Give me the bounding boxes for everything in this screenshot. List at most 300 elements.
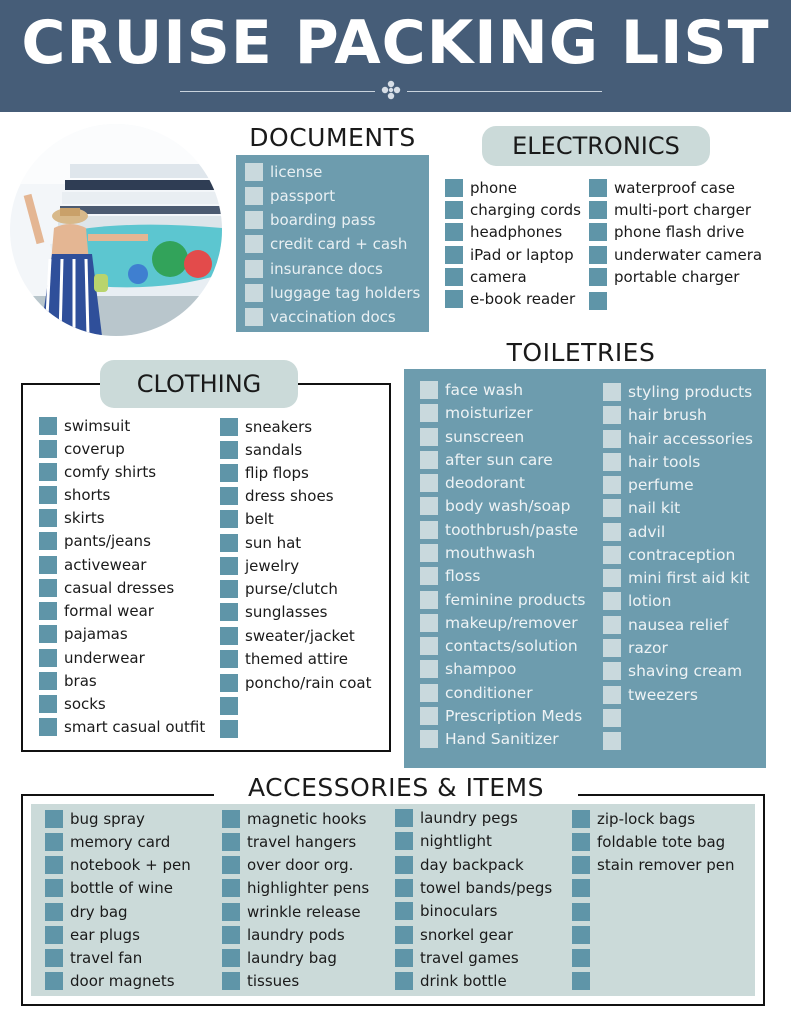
checklist-item[interactable] — [220, 417, 312, 437]
checklist-item[interactable] — [420, 427, 524, 447]
checkbox[interactable] — [45, 833, 63, 851]
item-label: lotion — [628, 592, 672, 610]
checklist-item[interactable] — [245, 210, 376, 230]
item-label: floss — [445, 567, 481, 585]
checkbox[interactable] — [395, 879, 413, 897]
item-label: travel hangers — [247, 833, 357, 851]
item-label: waterproof case — [614, 179, 735, 197]
checklist-item[interactable] — [245, 307, 396, 327]
checkbox[interactable] — [603, 523, 621, 541]
checkbox[interactable] — [39, 718, 57, 736]
item-label: purse/clutch — [245, 580, 338, 598]
checklist-item[interactable] — [603, 731, 628, 751]
item-label: phone flash drive — [614, 223, 745, 241]
checkbox[interactable] — [39, 417, 57, 435]
checklist-item[interactable] — [572, 971, 597, 991]
checkbox[interactable] — [222, 926, 240, 944]
checkbox[interactable] — [445, 223, 463, 241]
checkbox[interactable] — [39, 602, 57, 620]
item-label: day backpack — [420, 856, 524, 874]
checklist-item[interactable] — [420, 520, 578, 540]
checklist-item[interactable] — [220, 556, 299, 576]
checkbox[interactable] — [220, 674, 238, 692]
checklist-item[interactable] — [445, 178, 517, 198]
checklist-item[interactable] — [222, 809, 367, 829]
checklist-item[interactable] — [589, 178, 735, 198]
checklist-item[interactable] — [589, 245, 762, 265]
checkbox[interactable] — [39, 649, 57, 667]
item-label: underwear — [64, 649, 145, 667]
checklist-item[interactable] — [420, 473, 525, 493]
checklist-item[interactable] — [420, 450, 553, 470]
checkbox[interactable] — [589, 292, 607, 310]
checklist-item[interactable] — [39, 694, 106, 714]
checkbox[interactable] — [445, 179, 463, 197]
checklist-item[interactable] — [39, 717, 205, 737]
checklist-item[interactable] — [220, 673, 372, 693]
item-label: nail kit — [628, 499, 681, 517]
item-label: laundry pegs — [420, 809, 518, 827]
checklist-item[interactable] — [39, 508, 105, 528]
checkbox[interactable] — [39, 463, 57, 481]
checklist-item[interactable] — [420, 636, 578, 656]
checklist-item[interactable] — [572, 948, 597, 968]
checklist-item[interactable] — [395, 878, 552, 898]
checkbox[interactable] — [420, 428, 438, 446]
checkbox[interactable] — [222, 810, 240, 828]
item-label: foldable tote bag — [597, 833, 726, 851]
ornament-line-right — [407, 91, 602, 92]
checklist-item[interactable] — [45, 832, 170, 852]
checkbox[interactable] — [603, 499, 621, 517]
checkbox[interactable] — [589, 201, 607, 219]
checklist-item[interactable] — [572, 832, 725, 852]
checkbox[interactable] — [589, 246, 607, 264]
item-label: moisturizer — [445, 404, 533, 422]
checklist-item[interactable] — [220, 533, 301, 553]
checkbox[interactable] — [220, 487, 238, 505]
item-label: styling products — [628, 383, 753, 401]
checklist-item[interactable] — [445, 289, 575, 309]
checkbox[interactable] — [222, 972, 240, 990]
checklist-item[interactable] — [395, 831, 492, 851]
checklist-item[interactable] — [603, 685, 698, 705]
checklist-item[interactable] — [222, 878, 369, 898]
item-label: bug spray — [70, 810, 145, 828]
checkbox[interactable] — [603, 616, 621, 634]
checkbox[interactable] — [245, 308, 263, 326]
checkbox[interactable] — [245, 235, 263, 253]
item-label: advil — [628, 523, 666, 541]
checkbox[interactable] — [395, 902, 413, 920]
item-label: binoculars — [420, 902, 498, 920]
checkbox[interactable] — [222, 879, 240, 897]
checklist-item[interactable] — [395, 808, 518, 828]
checklist-item[interactable] — [445, 200, 581, 220]
checkbox[interactable] — [220, 510, 238, 528]
checklist-item[interactable] — [395, 971, 507, 991]
checklist-item[interactable] — [420, 403, 533, 423]
item-label: swimsuit — [64, 417, 131, 435]
checklist-item[interactable] — [603, 429, 753, 449]
checkbox[interactable] — [395, 926, 413, 944]
checklist-item[interactable] — [420, 566, 480, 586]
item-label: themed attire — [245, 650, 348, 668]
checklist-item[interactable] — [220, 649, 348, 669]
checklist-item[interactable] — [220, 696, 245, 716]
item-label: poncho/rain coat — [245, 674, 372, 692]
item-label: notebook + pen — [70, 856, 191, 874]
checkbox[interactable] — [572, 879, 590, 897]
checklist-item[interactable] — [45, 902, 128, 922]
checkbox[interactable] — [220, 418, 238, 436]
checklist-item[interactable] — [603, 522, 665, 542]
checkbox[interactable] — [603, 639, 621, 657]
checkbox[interactable] — [420, 730, 438, 748]
checkbox[interactable] — [222, 949, 240, 967]
checklist-item[interactable] — [445, 267, 527, 287]
checklist-item[interactable] — [222, 902, 361, 922]
checkbox[interactable] — [220, 464, 238, 482]
checklist-item[interactable] — [572, 925, 597, 945]
checklist-item[interactable] — [420, 590, 586, 610]
checkbox[interactable] — [45, 879, 63, 897]
checklist-item[interactable] — [39, 578, 174, 598]
checkbox[interactable] — [245, 211, 263, 229]
item-label: headphones — [470, 223, 563, 241]
item-label: feminine products — [445, 591, 586, 609]
checklist-item[interactable] — [603, 568, 750, 588]
checkbox[interactable] — [220, 534, 238, 552]
checkbox[interactable] — [45, 972, 63, 990]
item-label: portable charger — [614, 268, 740, 286]
electronics-heading: ELECTRONICS — [482, 126, 710, 166]
checklist-item[interactable] — [420, 496, 570, 516]
checklist-item[interactable] — [245, 234, 407, 254]
item-label: wrinkle release — [247, 903, 361, 921]
checklist-item[interactable] — [245, 283, 420, 303]
item-label: travel fan — [70, 949, 143, 967]
checkbox[interactable] — [420, 567, 438, 585]
checkbox[interactable] — [245, 284, 263, 302]
item-label: iPad or laptop — [470, 246, 574, 264]
checkbox[interactable] — [222, 833, 240, 851]
checklist-item[interactable] — [220, 719, 245, 739]
item-label: boarding pass — [270, 211, 376, 229]
clothing-heading: CLOTHING — [100, 360, 298, 408]
item-label: shorts — [64, 486, 111, 504]
checklist-item[interactable] — [395, 855, 524, 875]
checklist-item[interactable] — [603, 615, 728, 635]
checkbox[interactable] — [39, 695, 57, 713]
checkbox[interactable] — [220, 557, 238, 575]
checkbox[interactable] — [420, 381, 438, 399]
checkbox[interactable] — [220, 650, 238, 668]
checklist-item[interactable] — [395, 901, 497, 921]
checkbox[interactable] — [395, 809, 413, 827]
item-label: laundry pods — [247, 926, 345, 944]
checkbox[interactable] — [420, 614, 438, 632]
checkbox[interactable] — [572, 856, 590, 874]
item-label: pajamas — [64, 625, 128, 643]
checkbox[interactable] — [603, 406, 621, 424]
checklist-item[interactable] — [589, 200, 751, 220]
checkbox[interactable] — [445, 201, 463, 219]
item-label: towel bands/pegs — [420, 879, 553, 897]
checklist-item[interactable] — [603, 638, 668, 658]
checklist-item[interactable] — [222, 925, 345, 945]
checkbox[interactable] — [589, 223, 607, 241]
checklist-item[interactable] — [395, 948, 519, 968]
checklist-item[interactable] — [420, 380, 523, 400]
checklist-item[interactable] — [222, 948, 337, 968]
item-label: license — [270, 163, 323, 181]
checklist-item[interactable] — [220, 602, 327, 622]
checklist-item[interactable] — [572, 902, 597, 922]
checkbox[interactable] — [220, 603, 238, 621]
checklist-item[interactable] — [39, 671, 97, 691]
checkbox[interactable] — [45, 903, 63, 921]
checkbox[interactable] — [603, 686, 621, 704]
checkbox[interactable] — [222, 903, 240, 921]
checklist-item[interactable] — [245, 259, 383, 279]
item-label: memory card — [70, 833, 171, 851]
item-label: sweater/jacket — [245, 627, 355, 645]
checkbox[interactable] — [589, 268, 607, 286]
checklist-item[interactable] — [603, 405, 707, 425]
checkbox[interactable] — [589, 179, 607, 197]
checkbox[interactable] — [572, 833, 590, 851]
item-label: hair brush — [628, 406, 707, 424]
checklist-item[interactable] — [220, 463, 309, 483]
checklist-item[interactable] — [420, 543, 535, 563]
checkbox[interactable] — [39, 440, 57, 458]
checklist-item[interactable] — [220, 509, 274, 529]
checklist-item[interactable] — [220, 579, 338, 599]
documents-panel — [236, 155, 429, 332]
checklist-item[interactable] — [39, 462, 156, 482]
checklist-item[interactable] — [222, 855, 353, 875]
checkbox[interactable] — [420, 404, 438, 422]
checkbox[interactable] — [572, 903, 590, 921]
checklist-item[interactable] — [45, 878, 173, 898]
checklist-item[interactable] — [39, 624, 128, 644]
item-label: formal wear — [64, 602, 154, 620]
item-label: bottle of wine — [70, 879, 174, 897]
checklist-item[interactable] — [603, 545, 735, 565]
checkbox[interactable] — [220, 580, 238, 598]
checkbox[interactable] — [603, 430, 621, 448]
checklist-item[interactable] — [220, 626, 355, 646]
checkbox[interactable] — [420, 660, 438, 678]
item-label: nausea relief — [628, 616, 729, 634]
checklist-item[interactable] — [245, 162, 322, 182]
checklist-item[interactable] — [589, 267, 739, 287]
checklist-item[interactable] — [420, 613, 578, 633]
item-label: sunglasses — [245, 603, 328, 621]
item-label: contraception — [628, 546, 736, 564]
checkbox[interactable] — [395, 949, 413, 967]
checkbox[interactable] — [395, 972, 413, 990]
checkbox[interactable] — [220, 720, 238, 738]
item-label: drink bottle — [420, 972, 507, 990]
checkbox[interactable] — [39, 509, 57, 527]
checkbox[interactable] — [245, 260, 263, 278]
checklist-item[interactable] — [572, 855, 734, 875]
checkbox[interactable] — [395, 856, 413, 874]
checkbox[interactable] — [572, 810, 590, 828]
checklist-item[interactable] — [39, 485, 110, 505]
checkbox[interactable] — [420, 591, 438, 609]
checklist-item[interactable] — [603, 661, 742, 681]
checkbox[interactable] — [572, 972, 590, 990]
checkbox[interactable] — [420, 521, 438, 539]
checkbox[interactable] — [572, 949, 590, 967]
item-label: phone — [470, 179, 517, 197]
checkbox[interactable] — [45, 926, 63, 944]
checkbox[interactable] — [420, 684, 438, 702]
item-label: belt — [245, 510, 274, 528]
item-label: deodorant — [445, 474, 525, 492]
checkbox[interactable] — [45, 810, 63, 828]
item-label: tweezers — [628, 686, 698, 704]
item-label: pants/jeans — [64, 532, 151, 550]
checkbox[interactable] — [603, 569, 621, 587]
checkbox[interactable] — [420, 474, 438, 492]
checkbox[interactable] — [39, 625, 57, 643]
item-label: smart casual outfit — [64, 718, 206, 736]
item-label: after sun care — [445, 451, 553, 469]
checklist-item[interactable] — [45, 925, 140, 945]
item-label: zip-lock bags — [597, 810, 696, 828]
checklist-item[interactable] — [603, 475, 694, 495]
checkbox[interactable] — [445, 246, 463, 264]
checklist-item[interactable] — [445, 222, 562, 242]
item-label: magnetic hooks — [247, 810, 367, 828]
checklist-item[interactable] — [420, 729, 559, 749]
checklist-item[interactable] — [220, 440, 302, 460]
checklist-item[interactable] — [39, 555, 146, 575]
checkbox[interactable] — [420, 544, 438, 562]
checklist-item[interactable] — [445, 245, 574, 265]
item-label: vaccination docs — [270, 308, 396, 326]
checkbox[interactable] — [445, 290, 463, 308]
checklist-item[interactable] — [603, 498, 680, 518]
checklist-item[interactable] — [603, 452, 700, 472]
checkbox[interactable] — [420, 451, 438, 469]
checklist-item[interactable] — [222, 971, 299, 991]
item-label: jewelry — [245, 557, 300, 575]
checkbox[interactable] — [603, 546, 621, 564]
item-label: sneakers — [245, 418, 313, 436]
checkbox[interactable] — [395, 832, 413, 850]
checklist-item[interactable] — [45, 948, 142, 968]
item-label: passport — [270, 187, 336, 205]
checklist-item[interactable] — [603, 382, 752, 402]
checkbox[interactable] — [420, 707, 438, 725]
checkbox[interactable] — [220, 697, 238, 715]
checkbox[interactable] — [603, 662, 621, 680]
checklist-item[interactable] — [39, 439, 125, 459]
checklist-item[interactable] — [220, 486, 334, 506]
checklist-item[interactable] — [420, 683, 533, 703]
checklist-item[interactable] — [603, 591, 671, 611]
fleur-ornament-icon — [381, 80, 401, 100]
cruise-photo — [10, 124, 222, 336]
item-label: ear plugs — [70, 926, 140, 944]
item-label: tissues — [247, 972, 300, 990]
checkbox[interactable] — [572, 926, 590, 944]
item-label: mouthwash — [445, 544, 536, 562]
checkbox[interactable] — [420, 637, 438, 655]
checklist-item[interactable] — [420, 659, 516, 679]
checkbox[interactable] — [222, 856, 240, 874]
item-label: conditioner — [445, 684, 533, 702]
item-label: sunscreen — [445, 428, 525, 446]
checkbox[interactable] — [420, 497, 438, 515]
item-label: flip flops — [245, 464, 309, 482]
item-label: underwater camera — [614, 246, 763, 264]
item-label: dry bag — [70, 903, 128, 921]
checklist-item[interactable] — [589, 222, 744, 242]
checkbox[interactable] — [220, 627, 238, 645]
checklist-item[interactable] — [572, 809, 695, 829]
checklist-item[interactable] — [572, 878, 597, 898]
checkbox[interactable] — [220, 441, 238, 459]
item-label: shampoo — [445, 660, 517, 678]
checkbox[interactable] — [603, 453, 621, 471]
checkbox[interactable] — [603, 592, 621, 610]
checkbox[interactable] — [39, 556, 57, 574]
checkbox[interactable] — [603, 732, 621, 750]
checklist-item[interactable] — [603, 708, 628, 728]
checkbox[interactable] — [45, 856, 63, 874]
checklist-item[interactable] — [39, 648, 145, 668]
item-label: skirts — [64, 509, 105, 527]
checkbox[interactable] — [245, 163, 263, 181]
item-label: sun hat — [245, 534, 302, 552]
checklist-item[interactable] — [39, 531, 151, 551]
checkbox[interactable] — [45, 949, 63, 967]
checkbox[interactable] — [39, 486, 57, 504]
checklist-item[interactable] — [45, 855, 191, 875]
checklist-item[interactable] — [45, 971, 175, 991]
checkbox[interactable] — [39, 579, 57, 597]
checkbox[interactable] — [39, 672, 57, 690]
checkbox[interactable] — [603, 709, 621, 727]
item-label: mini first aid kit — [628, 569, 750, 587]
item-label: casual dresses — [64, 579, 175, 597]
checkbox[interactable] — [245, 187, 263, 205]
checklist-item[interactable] — [589, 291, 614, 311]
page-title: CRUISE PACKING LIST — [21, 8, 770, 78]
checkbox[interactable] — [39, 532, 57, 550]
checklist-item[interactable] — [420, 706, 582, 726]
checklist-item[interactable] — [39, 601, 154, 621]
item-label: shaving cream — [628, 662, 743, 680]
checklist-item[interactable] — [245, 186, 335, 206]
item-label: door magnets — [70, 972, 175, 990]
documents-heading: DOCUMENTS — [249, 123, 416, 152]
checklist-item[interactable] — [45, 809, 145, 829]
checklist-item[interactable] — [395, 925, 513, 945]
checkbox[interactable] — [445, 268, 463, 286]
checkbox[interactable] — [603, 383, 621, 401]
item-label: over door org. — [247, 856, 354, 874]
checkbox[interactable] — [603, 476, 621, 494]
checklist-item[interactable] — [39, 416, 130, 436]
checklist-item[interactable] — [222, 832, 356, 852]
